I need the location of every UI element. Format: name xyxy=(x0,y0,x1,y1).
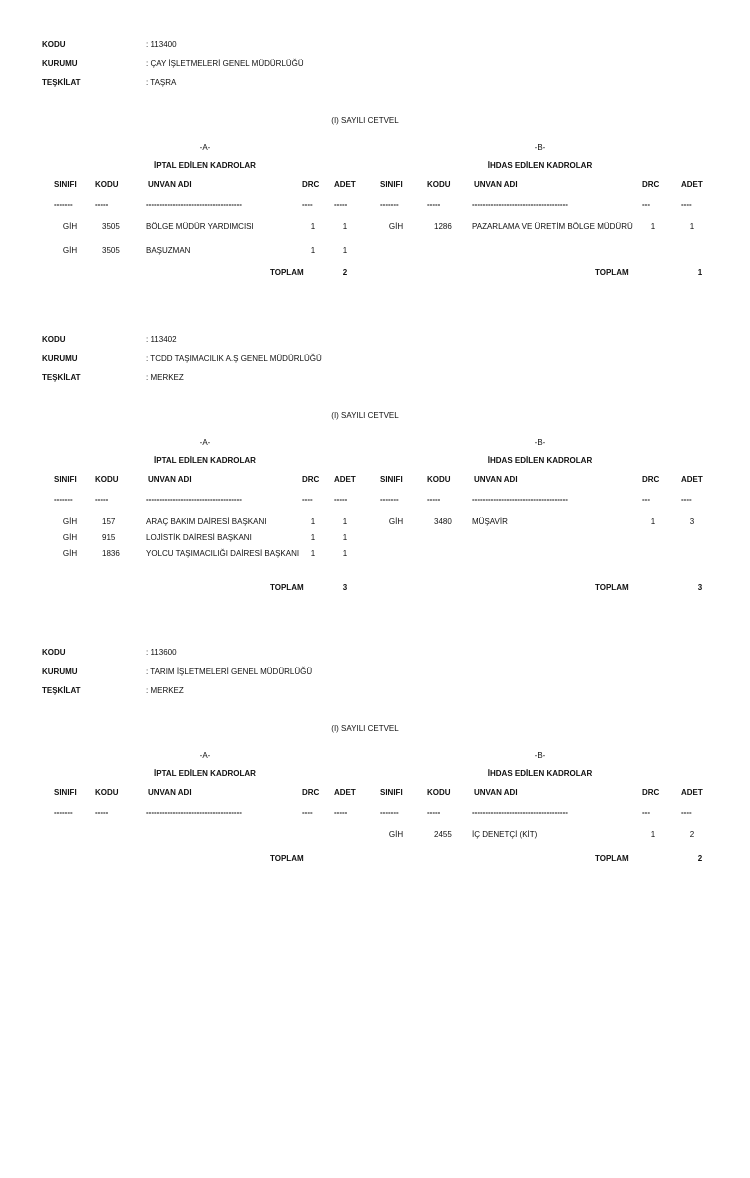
col-adet-header-b: ADET xyxy=(681,180,703,189)
dash-separator-a: ------------------------------------ xyxy=(146,495,242,504)
col-kodu-header-a: KODU xyxy=(95,180,119,189)
dash-separator-b: ------------------------------------ xyxy=(472,200,568,209)
row-adet-b: 3 xyxy=(689,517,695,526)
dash-separator-a: ------------------------------------ xyxy=(146,808,242,817)
col-drc-header-b: DRC xyxy=(642,475,660,484)
row-drc-a: 1 xyxy=(310,246,316,255)
row-unvan-a: BAŞUZMAN xyxy=(146,246,191,255)
row-unvan-a: YOLCU TAŞIMACILIĞI DAİRESİ BAŞKANI xyxy=(146,549,300,558)
toplam-label-b: TOPLAM xyxy=(595,583,629,592)
table-b-title: İHDAS EDİLEN KADROLAR xyxy=(487,769,593,778)
kodu-label: KODU xyxy=(42,335,66,344)
dash-separator-b: ----- xyxy=(427,495,441,504)
dash-separator-a: ----- xyxy=(334,808,348,817)
teskilat-label: TEŞKİLAT xyxy=(42,373,81,382)
teskilat-value: : MERKEZ xyxy=(146,686,184,695)
row-kodu-a: 157 xyxy=(102,517,116,526)
row-adet-b: 2 xyxy=(689,830,695,839)
dash-separator-a: ----- xyxy=(334,495,348,504)
kodu-value: : 113400 xyxy=(146,40,177,49)
col-unvan-header-b: UNVAN ADI xyxy=(474,475,518,484)
teskilat-label: TEŞKİLAT xyxy=(42,78,81,87)
table-a-title: İPTAL EDİLEN KADROLAR xyxy=(154,161,256,170)
row-drc-a: 1 xyxy=(310,533,316,542)
col-drc-header-a: DRC xyxy=(302,180,320,189)
toplam-value-b: 3 xyxy=(697,583,703,592)
dash-separator-a: ------- xyxy=(54,808,73,817)
toplam-label-b: TOPLAM xyxy=(595,854,629,863)
table-b-mark: -B- xyxy=(534,751,546,760)
row-sinifi-b: GİH xyxy=(388,517,404,526)
row-kodu-b: 1286 xyxy=(434,222,452,231)
kodu-value: : 113600 xyxy=(146,648,177,657)
row-sinifi-b: GİH xyxy=(388,222,404,231)
dash-separator-a: ------- xyxy=(54,495,73,504)
col-sinifi-header-a: SINIFI xyxy=(54,180,77,189)
kurumu-label: KURUMU xyxy=(42,59,78,68)
row-drc-b: 1 xyxy=(650,222,656,231)
kurumu-value: : TCDD TAŞIMACILIK A.Ş GENEL MÜDÜRLÜĞÜ xyxy=(146,354,322,363)
row-kodu-a: 1836 xyxy=(102,549,120,558)
cetvel-title: (I) SAYILI CETVEL xyxy=(331,116,399,125)
kurumu-label: KURUMU xyxy=(42,354,78,363)
row-drc-a: 1 xyxy=(310,549,316,558)
dash-separator-a: ---- xyxy=(302,200,313,209)
table-b-mark: -B- xyxy=(534,438,546,447)
row-adet-a: 1 xyxy=(342,222,348,231)
dash-separator-b: ------- xyxy=(380,495,399,504)
col-sinifi-header-b: SINIFI xyxy=(380,180,403,189)
kodu-value: : 113402 xyxy=(146,335,177,344)
toplam-label-a: TOPLAM xyxy=(270,268,304,277)
row-unvan-a: ARAÇ BAKIM DAİRESİ BAŞKANI xyxy=(146,517,267,526)
cetvel-title: (I) SAYILI CETVEL xyxy=(331,724,399,733)
col-kodu-header-a: KODU xyxy=(95,475,119,484)
col-unvan-header-a: UNVAN ADI xyxy=(148,788,192,797)
toplam-value-b: 2 xyxy=(697,854,703,863)
kurumu-value: : ÇAY İŞLETMELERİ GENEL MÜDÜRLÜĞÜ xyxy=(146,59,304,68)
col-drc-header-b: DRC xyxy=(642,788,660,797)
col-drc-header-a: DRC xyxy=(302,475,320,484)
col-unvan-header-b: UNVAN ADI xyxy=(474,180,518,189)
row-sinifi-a: GİH xyxy=(62,246,78,255)
row-unvan-a: BÖLGE MÜDÜR YARDIMCISI xyxy=(146,222,254,231)
row-sinifi-a: GİH xyxy=(62,549,78,558)
toplam-value-a: 3 xyxy=(342,583,348,592)
row-adet-a: 1 xyxy=(342,533,348,542)
dash-separator-b: ------- xyxy=(380,200,399,209)
col-adet-header-a: ADET xyxy=(334,475,356,484)
teskilat-value: : MERKEZ xyxy=(146,373,184,382)
col-sinifi-header-b: SINIFI xyxy=(380,788,403,797)
dash-separator-a: ---- xyxy=(302,808,313,817)
row-kodu-b: 3480 xyxy=(434,517,452,526)
col-unvan-header-b: UNVAN ADI xyxy=(474,788,518,797)
dash-separator-b: ------- xyxy=(380,808,399,817)
dash-separator-b: ------------------------------------ xyxy=(472,495,568,504)
table-a-mark: -A- xyxy=(199,143,211,152)
col-kodu-header-b: KODU xyxy=(427,788,451,797)
table-a-title: İPTAL EDİLEN KADROLAR xyxy=(154,769,256,778)
col-adet-header-a: ADET xyxy=(334,788,356,797)
col-kodu-header-a: KODU xyxy=(95,788,119,797)
row-drc-a: 1 xyxy=(310,222,316,231)
col-sinifi-header-a: SINIFI xyxy=(54,475,77,484)
row-kodu-a: 915 xyxy=(102,533,116,542)
col-unvan-header-a: UNVAN ADI xyxy=(148,475,192,484)
col-sinifi-header-b: SINIFI xyxy=(380,475,403,484)
cetvel-title: (I) SAYILI CETVEL xyxy=(331,411,399,420)
toplam-label-a: TOPLAM xyxy=(270,583,304,592)
kodu-label: KODU xyxy=(42,648,66,657)
row-unvan-b: MÜŞAVİR xyxy=(472,517,508,526)
row-adet-a: 1 xyxy=(342,246,348,255)
row-unvan-b: PAZARLAMA VE ÜRETİM BÖLGE MÜDÜRÜ xyxy=(472,222,633,231)
col-drc-header-b: DRC xyxy=(642,180,660,189)
col-sinifi-header-a: SINIFI xyxy=(54,788,77,797)
dash-separator-b: ---- xyxy=(681,200,692,209)
table-a-mark: -A- xyxy=(199,751,211,760)
dash-separator-b: --- xyxy=(642,808,650,817)
toplam-label-a: TOPLAM xyxy=(270,854,304,863)
table-b-mark: -B- xyxy=(534,143,546,152)
toplam-value-b: 1 xyxy=(697,268,703,277)
row-kodu-a: 3505 xyxy=(102,222,120,231)
row-drc-a: 1 xyxy=(310,517,316,526)
dash-separator-b: ----- xyxy=(427,200,441,209)
col-kodu-header-b: KODU xyxy=(427,180,451,189)
dash-separator-b: ------------------------------------ xyxy=(472,808,568,817)
kurumu-value: : TARIM İŞLETMELERİ GENEL MÜDÜRLÜĞÜ xyxy=(146,667,313,676)
col-kodu-header-b: KODU xyxy=(427,475,451,484)
row-unvan-a: LOJİSTİK DAİRESİ BAŞKANI xyxy=(146,533,252,542)
row-sinifi-b: GİH xyxy=(388,830,404,839)
dash-separator-a: ----- xyxy=(95,495,109,504)
dash-separator-b: --- xyxy=(642,200,650,209)
teskilat-label: TEŞKİLAT xyxy=(42,686,81,695)
dash-separator-b: ---- xyxy=(681,808,692,817)
row-kodu-b: 2455 xyxy=(434,830,452,839)
kurumu-label: KURUMU xyxy=(42,667,78,676)
col-unvan-header-a: UNVAN ADI xyxy=(148,180,192,189)
kodu-label: KODU xyxy=(42,40,66,49)
dash-separator-a: ----- xyxy=(334,200,348,209)
row-unvan-b: İÇ DENETÇİ (KİT) xyxy=(472,830,538,839)
teskilat-value: : TAŞRA xyxy=(146,78,177,87)
dash-separator-b: --- xyxy=(642,495,650,504)
dash-separator-a: ---- xyxy=(302,495,313,504)
row-adet-b: 1 xyxy=(689,222,695,231)
toplam-value-a: 2 xyxy=(342,268,348,277)
dash-separator-b: ---- xyxy=(681,495,692,504)
col-adet-header-b: ADET xyxy=(681,475,703,484)
dash-separator-a: ----- xyxy=(95,808,109,817)
dash-separator-a: ------------------------------------ xyxy=(146,200,242,209)
toplam-label-b: TOPLAM xyxy=(595,268,629,277)
dash-separator-a: ------- xyxy=(54,200,73,209)
row-sinifi-a: GİH xyxy=(62,517,78,526)
row-drc-b: 1 xyxy=(650,830,656,839)
row-adet-a: 1 xyxy=(342,517,348,526)
col-adet-header-a: ADET xyxy=(334,180,356,189)
row-sinifi-a: GİH xyxy=(62,533,78,542)
table-b-title: İHDAS EDİLEN KADROLAR xyxy=(487,456,593,465)
col-drc-header-a: DRC xyxy=(302,788,320,797)
col-adet-header-b: ADET xyxy=(681,788,703,797)
row-drc-b: 1 xyxy=(650,517,656,526)
row-kodu-a: 3505 xyxy=(102,246,120,255)
table-a-mark: -A- xyxy=(199,438,211,447)
table-b-title: İHDAS EDİLEN KADROLAR xyxy=(487,161,593,170)
table-a-title: İPTAL EDİLEN KADROLAR xyxy=(154,456,256,465)
dash-separator-a: ----- xyxy=(95,200,109,209)
dash-separator-b: ----- xyxy=(427,808,441,817)
row-sinifi-a: GİH xyxy=(62,222,78,231)
row-adet-a: 1 xyxy=(342,549,348,558)
